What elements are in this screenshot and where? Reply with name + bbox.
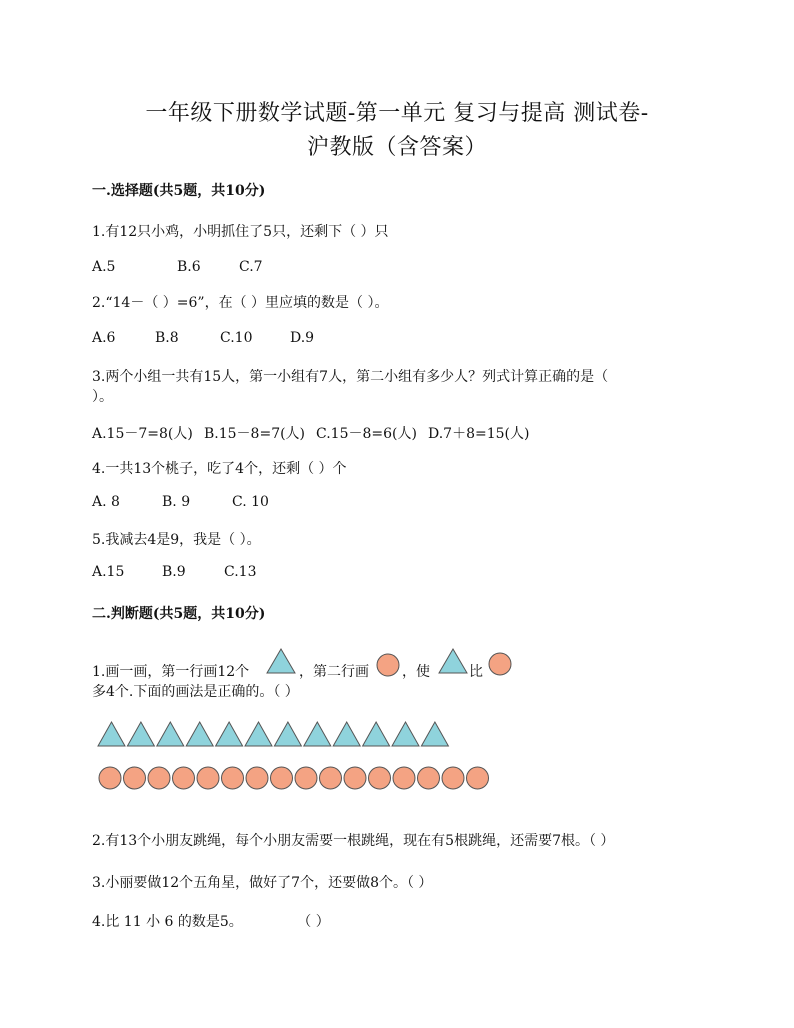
option: B.15－8=7(人) [204,426,306,442]
circle-icon [124,767,146,789]
option: B.6 [177,259,201,275]
circle-icon [442,767,464,789]
question-5: 5.我减去4是9，我是（ ）。 [92,532,261,548]
title-line-1: 一年级下册数学试题-第一单元 复习与提高 测试卷- [145,101,649,126]
circle-icon [320,767,342,789]
circle-icon [418,767,440,789]
question-4: 4.一共13个桃子，吃了4个，还剩（ ）个 [92,461,347,477]
judge-1-part2: ，第二行画 [299,664,369,680]
option: B.9 [162,564,186,580]
circle-icon [393,767,415,789]
option: A. 8 [92,494,120,510]
option: A.15－7=8(人) [92,426,193,442]
judge-4-paren: （ ） [297,914,330,930]
title-line-2: 沪教版（含答案） [306,135,487,160]
judge-1-part4: 比 [469,664,483,680]
circle-icon [467,767,489,789]
option: A.6 [92,330,116,346]
option: C. 10 [232,494,269,510]
option: A.15 [92,564,125,580]
judge-4 [92,911,330,931]
circle-icon [271,767,293,789]
option: C.15－8=6(人) [316,426,417,442]
circle-icon [197,767,219,789]
circle-icon [295,767,317,789]
circle-icon [173,767,195,789]
question-2: 2.“14－（ ）=6”，在（ ）里应填的数是（ ）。 [92,295,389,311]
question-1: 1.有12只小鸡，小明抓住了5只，还剩下（ ）只 [92,224,389,240]
judge-3: 3.小丽要做12个五角星，做好了7个，还要做8个。（ ） [92,875,433,891]
option: C.7 [239,259,263,275]
option: B. 9 [162,494,191,510]
section2-heading: 二.判断题(共5题，共10分) [92,606,266,622]
circle-icon [369,767,391,789]
question-3: 3.两个小组一共有15人，第一小组有7人，第二小组有多少人？列式计算正确的是（ [92,369,609,385]
option: C.13 [224,564,257,580]
circle-icon [99,767,121,789]
option: D.9 [290,330,315,346]
option: A.5 [92,259,116,275]
judge-1-part3: ，使 [402,664,430,680]
option: B.8 [155,330,179,346]
judge-2: 2.有13个小朋友跳绳，每个小朋友需要一根跳绳，现在有5根跳绳，还需要7根。（ ） [92,833,615,849]
circle-icon [148,767,170,789]
circle-icon [344,767,366,789]
section1-heading: 一.选择题(共5题，共10分) [92,183,266,199]
question-3-cont: ）。 [92,389,113,405]
judge-1-part1: 1.画一画，第一行画12个 [92,664,250,680]
option: D.7＋8=15(人) [428,426,530,442]
circle-icon [222,767,244,789]
circle-icon [246,767,268,789]
option: C.10 [220,330,253,346]
judge-1-line2: 多4个.下面的画法是正确的。（ ） [92,684,299,700]
judge-4-text: 4.比 11 小 6 的数是5。 [92,914,243,930]
